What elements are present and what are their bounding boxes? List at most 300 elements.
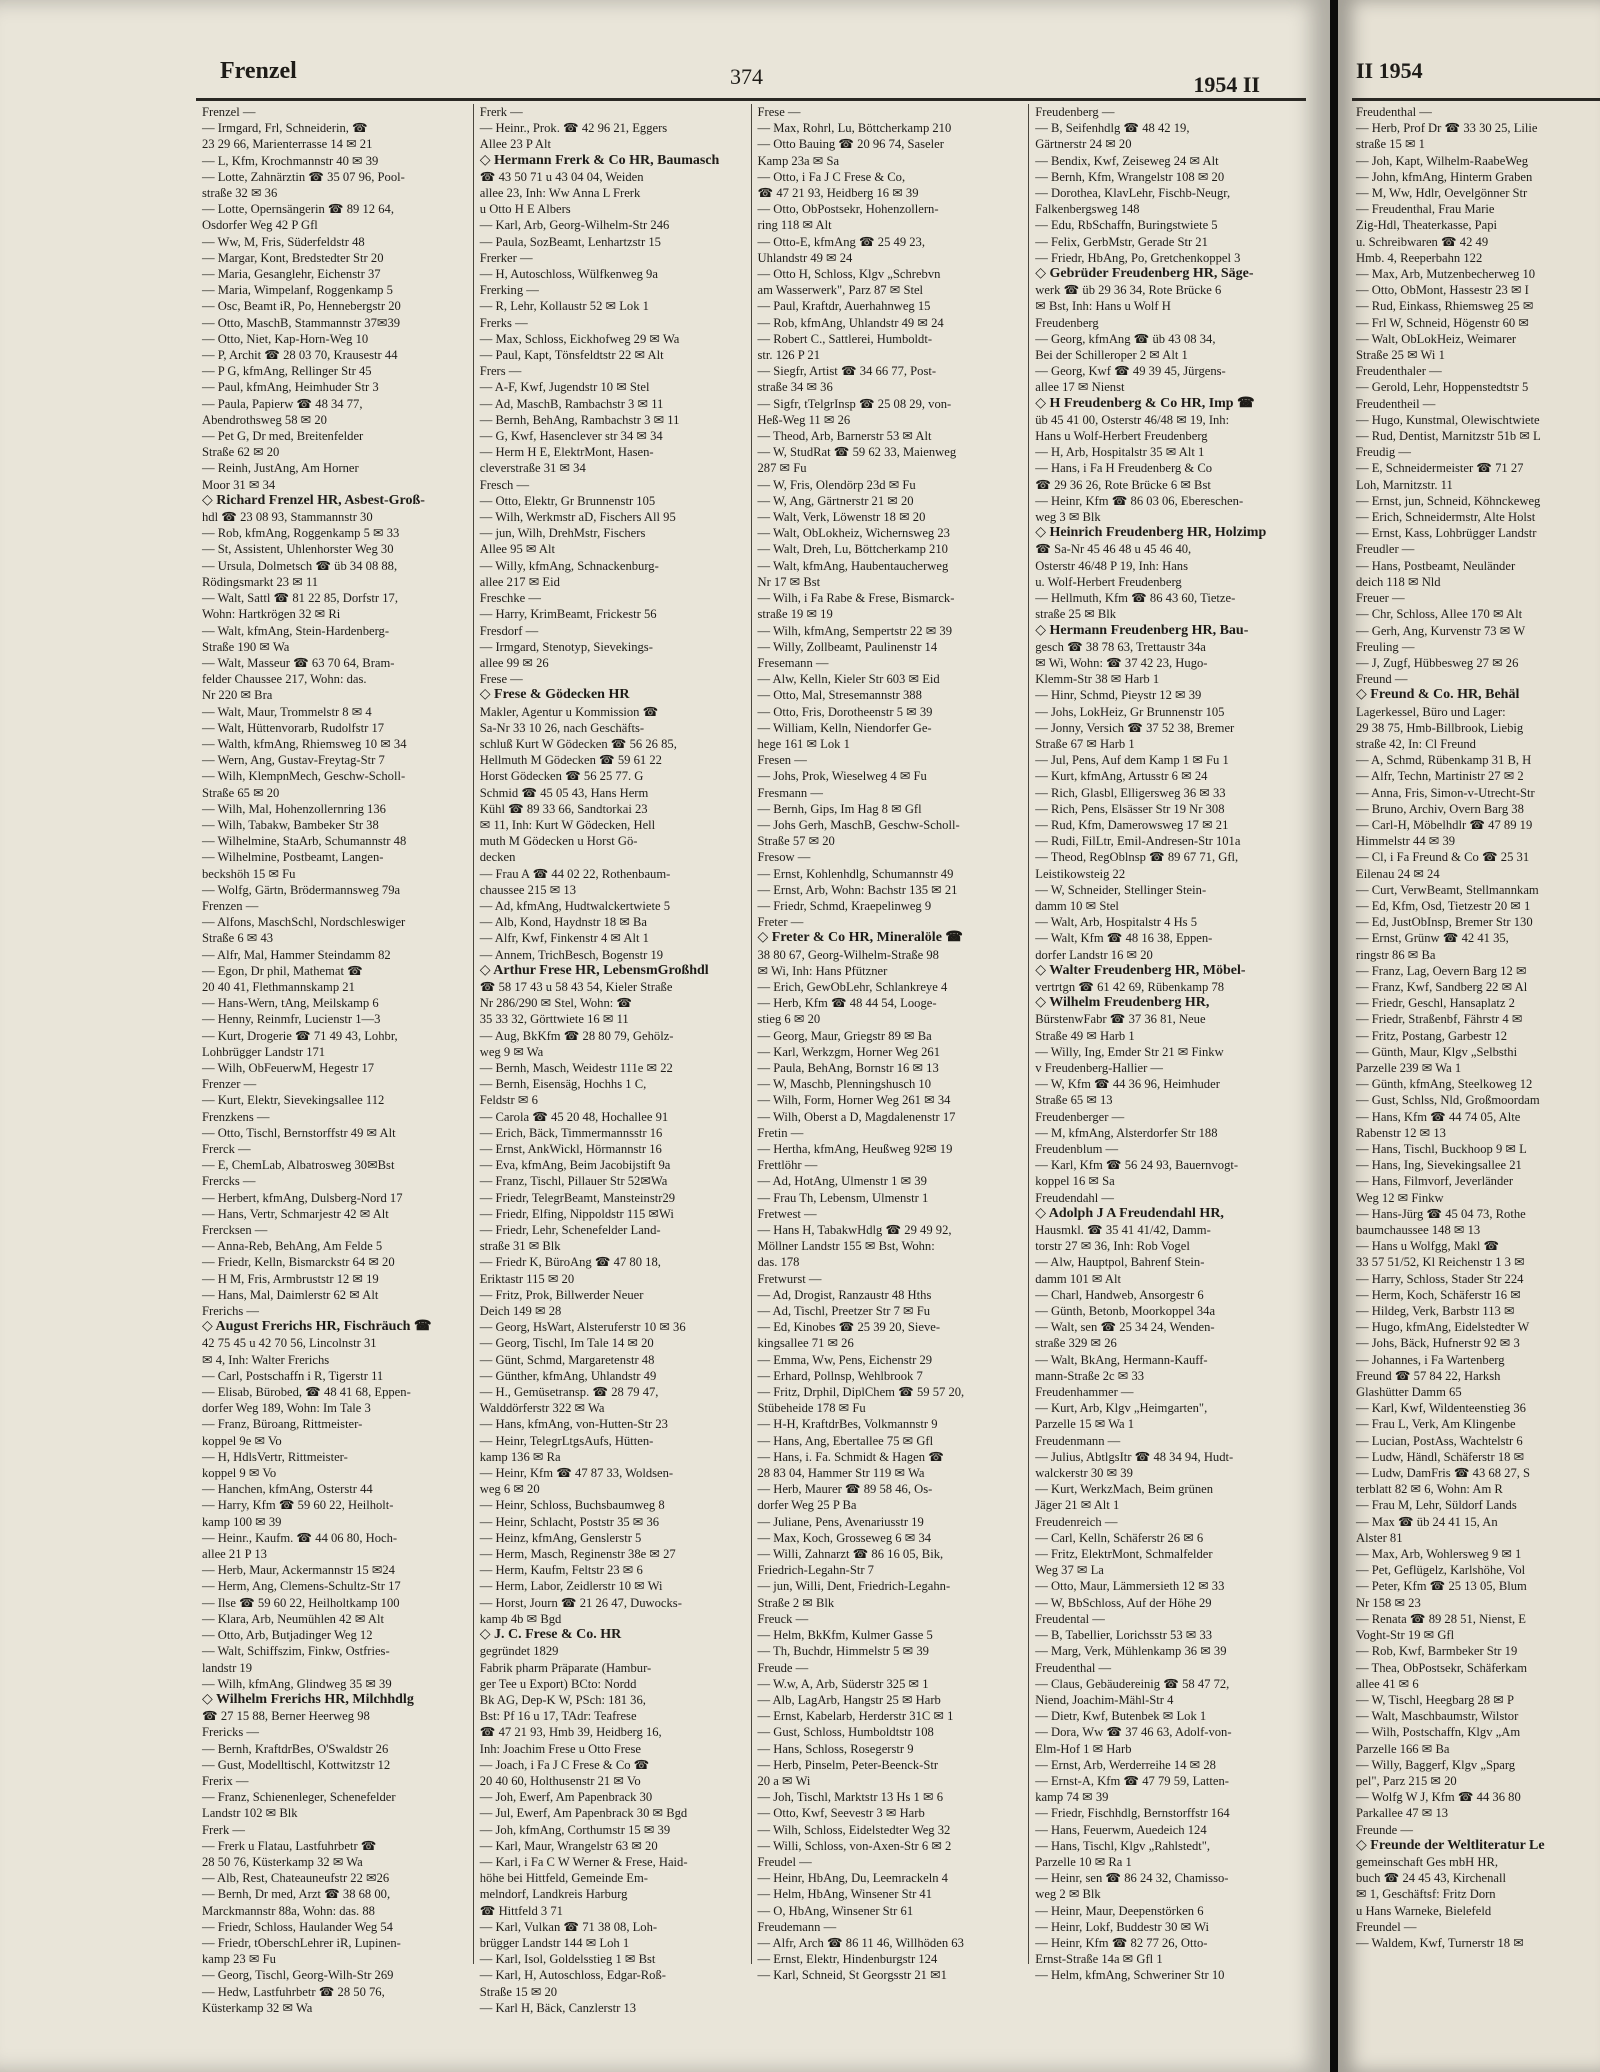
directory-line: — Theod, RegOblnsp ☎ 89 67 71, Gfl, xyxy=(1035,850,1239,865)
directory-line: — Helm, HbAng, Winsener Str 41 xyxy=(757,1887,933,1902)
directory-line: — Walt, ObLokheiz, Wichernsweg 23 xyxy=(757,526,950,541)
directory-line: 28 83 04, Hammer Str 119 ✉ Wa xyxy=(757,1466,925,1481)
directory-line: — Willy, kfmAng, Schnackenburg- xyxy=(479,558,659,573)
directory-line: v Freudenberg-Hallier — xyxy=(1035,1060,1164,1075)
directory-line: Uhlandstr 49 ✉ 24 xyxy=(757,250,853,265)
directory-line: Eriktastr 115 ✉ 20 xyxy=(479,1271,575,1286)
directory-line: Straße 25 ✉ Wi 1 xyxy=(1356,348,1445,363)
directory-line: — Siegfr, Artist ☎ 34 66 77, Post- xyxy=(757,364,937,379)
directory-line: Frerichs — xyxy=(202,1304,260,1319)
directory-line: — Annem, TrichBesch, Bogenstr 19 xyxy=(479,947,664,962)
directory-line: — Bernh, Kfm, Wrangelstr 108 ✉ 20 xyxy=(1035,169,1225,184)
directory-line: Bst: Pf 16 u 17, TAdr: Teafrese xyxy=(479,1709,637,1724)
directory-line: — Wilh, kfmAng, Sempertstr 22 ✉ 39 xyxy=(757,623,953,638)
directory-line: — H., Gemüsetransp. ☎ 28 79 47, xyxy=(479,1385,659,1400)
directory-line: straße 42, In: Cl Freund xyxy=(1356,736,1476,751)
directory-line: 29 38 75, Hmb-Billbrook, Liebig xyxy=(1356,720,1524,735)
directory-line: BürstenwFabr ☎ 37 36 81, Neue xyxy=(1035,1012,1206,1027)
directory-line: — Herm, Koch, Schäferstr 16 ✉ xyxy=(1356,1287,1521,1302)
directory-line: — Kurt, Elektr, Sievekingsallee 112 xyxy=(202,1093,385,1108)
directory-line: Rabenstr 12 ✉ 13 xyxy=(1356,1125,1446,1140)
directory-line: Frerk — xyxy=(202,1822,246,1837)
directory-line: — Hans, kfmAng, von-Hutten-Str 23 xyxy=(479,1417,668,1432)
directory-line: straße 32 ✉ 36 xyxy=(202,186,278,201)
directory-line: — Carl-H, Möbelhdlr ☎ 47 89 19 xyxy=(1356,817,1533,832)
directory-line: straße 329 ✉ 26 xyxy=(1035,1336,1117,1351)
directory-line: — Georg, Tischl, Georg-Wilh-Str 269 xyxy=(202,1968,394,1983)
book-gutter xyxy=(1330,0,1338,2072)
directory-line: kamp 100 ✉ 39 xyxy=(202,1514,282,1529)
directory-line: ☎ 27 15 88, Berner Heerweg 98 xyxy=(202,1709,370,1724)
directory-line: — Herb, Prof Dr ☎ 33 30 25, Lilie xyxy=(1356,121,1538,136)
directory-line: felder Chaussee 217, Wohn: das. xyxy=(202,672,367,687)
directory-line: — Walt, BkAng, Hermann-Kauff- xyxy=(1035,1352,1208,1367)
directory-line: üb 45 41 00, Osterstr 46/48 ✉ 19, Inh: xyxy=(1035,412,1230,427)
firm-entry: ◇ Frese & Gödecken HR xyxy=(479,687,630,703)
directory-line: — Walt, Maur, Trommelstr 8 ✉ 4 xyxy=(202,704,372,719)
directory-line: — Rob, Kwf, Barmbeker Str 19 xyxy=(1356,1644,1518,1659)
directory-line: Fresmann — xyxy=(757,785,823,800)
directory-line: Frerking — xyxy=(479,283,539,298)
firm-entry: ◇ Freunde der Weltliteratur Le xyxy=(1356,1837,1545,1853)
directory-line: Leistikowsteig 22 xyxy=(1035,866,1126,881)
directory-line: — Robert C., Sattlerei, Humboldt- xyxy=(757,331,933,346)
directory-line: Makler, Agentur u Kommission ☎ xyxy=(479,704,659,719)
directory-line: Gärtnerstr 24 ✉ 20 xyxy=(1035,137,1132,152)
firm-entry: ◇ August Frerichs HR, Fischräuch ☎ xyxy=(202,1319,432,1335)
directory-line: kingsallee 71 ✉ 26 xyxy=(757,1336,854,1351)
directory-line: — Otto, MaschB, Stammannstr 37✉39 xyxy=(202,315,401,330)
directory-line: schluß Kurt W Gödecken ☎ 56 26 85, xyxy=(479,736,677,751)
directory-line: — Friedr, Geschl, Hansaplatz 2 xyxy=(1356,996,1515,1011)
directory-line: — Herb, Pinselm, Peter-Beenck-Str xyxy=(757,1757,939,1772)
firm-entry: ◇ Freund & Co. HR, Behäl xyxy=(1356,687,1520,703)
directory-line: — Günth, Betonb, Moorkoppel 34a xyxy=(1035,1304,1216,1319)
firm-entry: ◇ Gebrüder Freudenberg HR, Säge- xyxy=(1035,266,1254,282)
directory-line: — Helm, kfmAng, Schweriner Str 10 xyxy=(1035,1968,1225,1983)
directory-line: Nr 17 ✉ Bst xyxy=(757,574,821,589)
directory-line: Straße 49 ✉ Harb 1 xyxy=(1035,1028,1135,1043)
directory-line: Freunde — xyxy=(1356,1822,1414,1837)
directory-line: — Bernh, Masch, Weidestr 111e ✉ 22 xyxy=(479,1060,673,1075)
firm-entry: ◇ Hermann Freudenberg HR, Bau- xyxy=(1035,622,1249,638)
directory-line: — Heinr, Kfm ☎ 47 87 33, Woldsen- xyxy=(479,1466,674,1481)
directory-line: — Wilh, kfmAng, Glindweg 35 ✉ 39 xyxy=(202,1676,392,1691)
directory-line: — Rud, Einkass, Rhiemsweg 25 ✉ xyxy=(1356,299,1534,314)
directory-line: 287 ✉ Fu xyxy=(757,461,807,476)
directory-line: ger Tee u Export) BCto: Nordd xyxy=(479,1676,637,1691)
directory-line: — Friedr, Kelln, Bismarckstr 64 ✉ 20 xyxy=(202,1255,395,1270)
directory-line: — Günth, kfmAng, Steelkoweg 12 xyxy=(1356,1077,1533,1092)
directory-line: Frenzel — xyxy=(202,105,256,119)
directory-line: — Dietr, Kwf, Butenbek ✉ Lok 1 xyxy=(1035,1709,1207,1724)
directory-line: Allee 23 P Alt xyxy=(479,137,551,152)
directory-line: gesch ☎ 38 78 63, Trettaustr 34a xyxy=(1035,639,1206,654)
directory-line: — Max, Koch, Grosseweg 6 ✉ 34 xyxy=(757,1530,932,1545)
directory-line: — Hertha, kfmAng, Heußweg 92✉ 19 xyxy=(757,1142,953,1156)
directory-line: — Herb, Maur, Ackermannstr 15 ✉24 xyxy=(202,1563,395,1578)
directory-line: ☎ Hittfeld 3 71 xyxy=(479,1903,563,1918)
directory-line: Straße 6 ✉ 43 xyxy=(202,931,274,946)
directory-line: — Otto, Maur, Lämmersieth 12 ✉ 33 xyxy=(1035,1579,1225,1594)
directory-line: Freudenblum — xyxy=(1035,1142,1119,1156)
directory-line: Freudenreich — xyxy=(1035,1514,1118,1529)
firm-entry: ◇ Wilhelm Frerichs HR, Milchhdlg xyxy=(202,1691,414,1707)
directory-line: — Hans, Filmvorf, Jeverländer xyxy=(1356,1174,1514,1189)
directory-line: — Otto, Arb, Butjadinger Weg 12 xyxy=(202,1628,373,1643)
directory-line: — Friedr, HbAng, Po, Gretchenkoppel 3 xyxy=(1035,250,1241,265)
directory-line: — Erhard, Pollnsp, Wehlbrook 7 xyxy=(757,1368,923,1383)
directory-line: Frese — xyxy=(757,105,801,119)
directory-line: — Aug, BkKfm ☎ 28 80 79, Gehölz- xyxy=(479,1028,674,1043)
directory-line: ☎ Sa-Nr 45 46 48 u 45 46 40, xyxy=(1035,542,1192,557)
directory-line: stieg 6 ✉ 20 xyxy=(757,1012,821,1027)
directory-line: Freudenthal — xyxy=(1035,1660,1112,1675)
directory-line: Jäger 21 ✉ Alt 1 xyxy=(1035,1498,1120,1513)
directory-line: — Wilhelmine, Postbeamt, Langen- xyxy=(202,850,384,865)
directory-line: — G, Kwf, Hasenclever str 34 ✉ 34 xyxy=(479,429,663,444)
directory-line: ✉ 4, Inh: Walter Frerichs xyxy=(202,1352,330,1367)
directory-line: — Karl H, Bäck, Canzlerstr 13 xyxy=(479,2000,637,2015)
directory-line: — Georg, Maur, Griegstr 89 ✉ Ba xyxy=(757,1028,932,1043)
directory-line: Friedrich-Legahn-Str 7 xyxy=(757,1563,874,1578)
directory-line: Osterstr 46/48 P 19, Inh: Hans xyxy=(1035,558,1188,573)
directory-line: deich 118 ✉ Nld xyxy=(1356,574,1441,589)
directory-line: — Friedr, Schloss, Haulander Weg 54 xyxy=(202,1919,393,1934)
directory-line: decken xyxy=(479,850,516,865)
directory-line: — Willy, Ing, Emder Str 21 ✉ Finkw xyxy=(1035,1044,1224,1059)
directory-line: — Hans, Postbeamt, Neuländer xyxy=(1356,558,1516,573)
directory-line: — Herm, Ang, Clemens-Schultz-Str 17 xyxy=(202,1579,401,1594)
directory-line: — Joh, Kapt, Wilhelm-RaabeWeg xyxy=(1356,153,1529,168)
directory-line: Straße 65 ✉ 20 xyxy=(202,785,280,800)
directory-line: — Max, Arb, Mutzenbecherweg 10 xyxy=(1356,267,1536,282)
directory-line: — Hans, Schloss, Rosegerstr 9 xyxy=(757,1741,914,1756)
directory-line: — Hinr, Schmd, Pieystr 12 ✉ 39 xyxy=(1035,688,1202,703)
directory-line: — Maria, Wimpelanf, Roggenkamp 5 xyxy=(202,283,393,298)
directory-line: ✉ Bst, Inh: Hans u Wolf H xyxy=(1035,299,1171,314)
directory-line: allee 23, Inh: Ww Anna L Frerk xyxy=(479,186,641,201)
directory-line: damm 10 ✉ Stel xyxy=(1035,898,1119,913)
directory-line: — Hans, Ing, Sievekingsallee 21 xyxy=(1356,1158,1522,1173)
directory-line: Schmid ☎ 45 05 43, Hans Herm xyxy=(479,785,649,800)
directory-line: allee 99 ✉ 26 xyxy=(479,655,549,670)
directory-line: — Anna, Fris, Simon-v-Utrecht-Str xyxy=(1356,785,1535,800)
directory-line: — Rob, kfmAng, Roggenkamp 5 ✉ 33 xyxy=(202,526,400,541)
directory-line: — W, Kfm ☎ 44 36 96, Heimhuder xyxy=(1035,1077,1220,1092)
directory-line: — Johannes, i Fa Wartenberg xyxy=(1356,1352,1505,1367)
directory-line: — Carola ☎ 45 20 48, Hochallee 91 xyxy=(479,1109,669,1124)
directory-line: — Hans, Kfm ☎ 44 74 05, Alte xyxy=(1356,1109,1521,1124)
directory-line: — Walt, Schiffszim, Finkw, Ostfries- xyxy=(202,1644,390,1659)
directory-line: str. 126 P 21 xyxy=(757,348,821,363)
page-header xyxy=(190,52,1280,97)
directory-line: u. Wolf-Herbert Freudenberg xyxy=(1035,574,1182,589)
directory-line: — Marg, Verk, Mühlenkamp 36 ✉ 39 xyxy=(1035,1644,1227,1659)
header-rule xyxy=(196,98,1306,101)
directory-line: Straße 15 ✉ 20 xyxy=(479,1984,558,1999)
directory-line: allee 41 ✉ 6 xyxy=(1356,1676,1419,1691)
directory-line: Parzelle 239 ✉ Wa 1 xyxy=(1356,1060,1462,1075)
directory-line: — H, HdlsVertr, Rittmeister- xyxy=(202,1449,348,1464)
directory-line: Freudenthal — xyxy=(1356,105,1432,119)
directory-line: — Rud, Dentist, Marnitzstr 51b ✉ L xyxy=(1356,429,1541,444)
directory-line: — Walt, Arb, Hospitalstr 4 Hs 5 xyxy=(1035,915,1198,930)
directory-line: ✉ 11, Inh: Kurt W Gödecken, Hell xyxy=(479,817,656,832)
directory-line: Rödingsmarkt 23 ✉ 11 xyxy=(202,574,319,589)
directory-line: — Henny, Reinmfr, Lucienstr 1—3 xyxy=(202,1012,381,1027)
directory-line: weg 2 ✉ Blk xyxy=(1035,1887,1101,1902)
directory-line: — Rich, Glasbl, Elligersweg 36 ✉ 33 xyxy=(1035,785,1226,800)
directory-line: Straße 2 ✉ Blk xyxy=(757,1595,835,1610)
directory-line: Eilenau 24 ✉ 24 xyxy=(1356,866,1440,881)
directory-line: — Hans-Wern, tAng, Meilskamp 6 xyxy=(202,996,379,1011)
directory-line: — W, BbSchloss, Auf der Höhe 29 xyxy=(1035,1595,1212,1610)
directory-line: ringstr 86 ✉ Ba xyxy=(1356,947,1436,962)
directory-line: kamp 4b ✉ Bgd xyxy=(479,1611,562,1626)
directory-line: — Ernst, Grünw ☎ 42 41 35, xyxy=(1356,931,1509,946)
directory-line: — Johs Gerh, MaschB, Geschw-Scholl- xyxy=(757,817,960,832)
directory-line: — O, HbAng, Winsener Str 61 xyxy=(757,1903,914,1918)
directory-line: Walddörferstr 322 ✉ Wa xyxy=(479,1401,605,1416)
directory-line: — Paula, SozBeamt, Lenhartzstr 15 xyxy=(479,234,661,249)
directory-line: — Hans, Ang, Ebertallee 75 ✉ Gfl xyxy=(757,1433,934,1448)
directory-line: — Charl, Handweb, Ansorgestr 6 xyxy=(1035,1287,1204,1302)
directory-line: — Karl, H, Autoschloss, Edgar-Roß- xyxy=(479,1968,666,1983)
directory-line: — Günth, Maur, Klgv „Selbsthi xyxy=(1356,1044,1518,1059)
next-page-column xyxy=(1356,104,1600,1964)
directory-line: — Alb, Kond, Haydnstr 18 ✉ Ba xyxy=(479,915,648,930)
directory-line: — Otto, Tischl, Bernstorffstr 49 ✉ Alt xyxy=(202,1125,396,1140)
directory-line: — Karl, Kwf, Wildenteenstieg 36 xyxy=(1356,1401,1526,1416)
directory-line: — Karl, Isol, Goldelsstieg 1 ✉ Bst xyxy=(479,1952,656,1967)
directory-line: — Walt, kfmAng, Stein-Hardenberg- xyxy=(202,623,390,638)
directory-line: — Wilh, ObFeuerwM, Hegestr 17 xyxy=(202,1060,375,1075)
directory-line: Abendrothsweg 58 ✉ 20 xyxy=(202,412,327,427)
directory-line: — Bernh, Dr med, Arzt ☎ 38 68 00, xyxy=(202,1887,391,1902)
directory-line: — Franz, Tischl, Pillauer Str 52✉Wa xyxy=(479,1174,668,1189)
directory-line: — Wilh, Postschaffn, Klgv „Am xyxy=(1356,1725,1521,1740)
directory-line: gegründet 1829 xyxy=(479,1644,559,1659)
directory-line: Nr 286/290 ✉ Stel, Wohn: ☎ xyxy=(479,996,633,1011)
directory-line: — Ww, M, Fris, Süderfeldstr 48 xyxy=(202,234,365,249)
directory-line: — Karl, i Fa C W Werner & Frese, Haid- xyxy=(479,1854,688,1869)
directory-line: — Erich, GewObLehr, Schlankreye 4 xyxy=(757,979,948,994)
running-head: Frenzel xyxy=(220,58,297,84)
directory-line: Niend, Joachim-Mähl-Str 4 xyxy=(1035,1692,1174,1707)
directory-line: — Johs, LokHeiz, Gr Brunnenstr 105 xyxy=(1035,704,1225,719)
directory-line: Bei der Schilleroper 2 ✉ Alt 1 xyxy=(1035,348,1188,363)
directory-line: — Ernst, jun, Schneid, Köhnckeweg xyxy=(1356,493,1541,508)
firm-entry: ◇ Arthur Frese HR, LebensmGroßhdl xyxy=(479,962,709,978)
directory-line: — Herm, Masch, Reginenstr 38e ✉ 27 xyxy=(479,1547,676,1562)
directory-line: Wohn: Hartkrögen 32 ✉ Ri xyxy=(202,607,341,622)
directory-line: u. Schreibwaren ☎ 42 49 xyxy=(1356,234,1489,249)
directory-line: — Hugo, Kunstmal, Olewischtwiete xyxy=(1356,412,1540,427)
directory-line: — Hedw, Lastfuhrbetr ☎ 28 50 76, xyxy=(202,1984,385,1999)
directory-line: — Franz, Büroang, Rittmeister- xyxy=(202,1417,363,1432)
directory-line: — Otto-E, kfmAng ☎ 25 49 23, xyxy=(757,234,926,249)
directory-line: — Wolfg, Gärtn, Brödermannsweg 79a xyxy=(202,882,401,897)
directory-line: — Kurt, WerkzMach, Beim grünen xyxy=(1035,1482,1214,1497)
directory-line: Frers — xyxy=(479,364,522,379)
entry-columns xyxy=(196,104,1306,2015)
directory-line: — W, Schneider, Stellinger Stein- xyxy=(1035,882,1207,897)
directory-line: Glashütter Damm 65 xyxy=(1356,1385,1462,1400)
directory-line: Hmb. 4, Reeperbahn 122 xyxy=(1356,250,1483,265)
directory-line: Sa-Nr 33 10 26, nach Geschäfts- xyxy=(479,720,645,735)
directory-line: — Ad, MaschB, Rambachstr 3 ✉ 11 xyxy=(479,396,664,411)
directory-line: — John, kfmAng, Hinterm Graben xyxy=(1356,169,1533,184)
directory-line: beckshöh 15 ✉ Fu xyxy=(202,866,296,881)
directory-line: Freund ☎ 57 84 22, Harksh xyxy=(1356,1368,1501,1383)
directory-line: Weg 37 ✉ La xyxy=(1035,1563,1104,1578)
directory-line: — Hildeg, Verk, Barbstr 113 ✉ xyxy=(1356,1304,1515,1319)
directory-line: — Cl, i Fa Freund & Co ☎ 25 31 xyxy=(1356,850,1530,865)
directory-line: — Wilh, Form, Horner Weg 261 ✉ 34 xyxy=(757,1093,951,1108)
directory-line: — W.w, A, Arb, Süderstr 325 ✉ 1 xyxy=(757,1676,929,1691)
directory-line: — Wilh, Mal, Hohenzollernring 136 xyxy=(202,801,386,816)
directory-line: Fretwurst — xyxy=(757,1271,822,1286)
directory-line: — Wilh, Oberst a D, Magdalenenstr 17 xyxy=(757,1109,956,1124)
directory-line: — Elisab, Bürobed, ☎ 48 41 68, Eppen- xyxy=(202,1385,411,1400)
directory-line: Heß-Weg 11 ✉ 26 xyxy=(757,412,851,427)
directory-line: — Gust, Schloss, Humboldtstr 108 xyxy=(757,1725,934,1740)
directory-line: — Heinr, sen ☎ 86 24 32, Chamisso- xyxy=(1035,1871,1229,1886)
directory-line: Voght-Str 19 ✉ Gfl xyxy=(1356,1628,1455,1643)
directory-line: Freudenhammer — xyxy=(1035,1385,1134,1400)
next-page-header: II 1954 xyxy=(1356,58,1423,83)
directory-line: — Gerh, Ang, Kurvenstr 73 ✉ W xyxy=(1356,623,1526,638)
directory-line: — Hans, Vertr, Schmarjestr 42 ✉ Alt xyxy=(202,1206,389,1221)
directory-line: — Maria, Gesanglehr, Eichenstr 37 xyxy=(202,267,381,282)
directory-line: — Friedr, Elfing, Nippoldstr 115 ✉Wi xyxy=(479,1206,674,1221)
directory-line: mann-Straße 2c ✉ 33 xyxy=(1035,1368,1145,1383)
directory-line: — Friedr, tOberschLehrer iR, Lupinen- xyxy=(202,1935,401,1950)
directory-line: Parzelle 15 ✉ Wa 1 xyxy=(1035,1417,1135,1432)
directory-line: — M, Ww, Hdlr, Oevelgönner Str xyxy=(1356,186,1528,201)
directory-line: allee 217 ✉ Eid xyxy=(479,574,560,589)
directory-line: — Hans, Feuerwm, Auedeich 124 xyxy=(1035,1822,1207,1837)
directory-line: Freudentheil — xyxy=(1356,396,1436,411)
directory-line: — Hans, i. Fa. Schmidt & Hagen ☎ xyxy=(757,1449,944,1464)
directory-line: — Heinz, kfmAng, Genslerstr 5 xyxy=(479,1530,642,1545)
directory-line: — Max, Arb, Wohlersweg 9 ✉ 1 xyxy=(1356,1547,1522,1562)
directory-line: — Edu, RbSchaffn, Buringstwiete 5 xyxy=(1035,218,1218,233)
directory-line: — Paul, Kapt, Tönsfeldtstr 22 ✉ Alt xyxy=(479,348,664,363)
directory-line: — Otto, Elektr, Gr Brunnenstr 105 xyxy=(479,493,656,508)
directory-line: — Walt, kfmAng, Haubentaucherweg xyxy=(757,558,949,573)
directory-line: 23 29 66, Marienterrasse 14 ✉ 21 xyxy=(202,137,373,152)
directory-line: Freudemann — xyxy=(757,1919,837,1934)
directory-line: — Freudenthal, Frau Marie xyxy=(1356,202,1495,217)
directory-line: 38 80 67, Georg-Wilhelm-Straße 98 xyxy=(757,947,939,962)
directory-line: Landstr 102 ✉ Blk xyxy=(202,1806,298,1821)
directory-line: Hellmuth M Gödecken ☎ 59 61 22 xyxy=(479,753,662,768)
directory-line: straße 31 ✉ Blk xyxy=(479,1239,561,1254)
directory-line: ☎ 47 21 93, Heidberg 16 ✉ 39 xyxy=(757,186,919,201)
page-number: 374 xyxy=(730,64,763,89)
directory-line: — Frl W, Schneid, Högenstr 60 ✉ xyxy=(1356,315,1529,330)
directory-line: Falkenbergsweg 148 xyxy=(1035,202,1140,217)
directory-line: — Ludw, Händl, Schäferstr 18 ✉ xyxy=(1356,1449,1525,1464)
directory-line: Hausmkl. ☎ 35 41 41/42, Damm- xyxy=(1035,1223,1211,1238)
directory-line: — L, Kfm, Krochmannstr 40 ✉ 39 xyxy=(202,153,379,168)
directory-line: Freschke — xyxy=(479,591,541,606)
directory-line: Weg 12 ✉ Finkw xyxy=(1356,1190,1444,1205)
directory-line: höhe bei Hittfeld, Gemeinde Em- xyxy=(479,1871,648,1886)
directory-line: — A, Schmd, Rübenkamp 31 B, H xyxy=(1356,753,1532,768)
directory-line: Zig-Hdl, Theaterkasse, Papi xyxy=(1356,218,1498,233)
directory-line: — Osc, Beamt iR, Po, Hennebergstr 20 xyxy=(202,299,401,314)
directory-line: Klemm-Str 38 ✉ Harb 1 xyxy=(1035,672,1160,687)
directory-line: Straße 190 ✉ Wa xyxy=(202,639,290,654)
edition-label: 1954 II xyxy=(1193,72,1260,97)
directory-line: — Herm, Kaufm, Feltstr 23 ✉ 6 xyxy=(479,1563,643,1578)
directory-line: — Alw, Hauptpol, Bahrenf Stein- xyxy=(1035,1255,1205,1270)
directory-line: — Ernst, Kohlenhdlg, Schumannstr 49 xyxy=(757,866,954,881)
directory-line: — Karl, Werkzgm, Horner Weg 261 xyxy=(757,1044,941,1059)
directory-line: 42 75 45 u 42 70 56, Lincolnstr 31 xyxy=(202,1336,377,1351)
directory-line: — H, Autoschloss, Wülfkenweg 9a xyxy=(479,267,658,282)
firm-entry: ◇ Wilhelm Freudenberg HR, xyxy=(1035,995,1210,1011)
directory-line: melndorf, Landkreis Harburg xyxy=(479,1887,628,1902)
directory-line: Elm-Hof 1 ✉ Harb xyxy=(1035,1741,1132,1756)
directory-line: — Franz, Schienenleger, Schenefelder xyxy=(202,1790,396,1805)
directory-line: — Theod, Arb, Barnerstr 53 ✉ Alt xyxy=(757,429,932,444)
directory-line: — Wilh, i Fa Rabe & Frese, Bismarck- xyxy=(757,591,955,606)
directory-line: Freuer — xyxy=(1356,591,1405,606)
directory-line: muth M Gödecken u Horst Gö- xyxy=(479,834,638,849)
directory-line: — Bernh, Gips, Im Hag 8 ✉ Gfl xyxy=(757,801,922,816)
directory-line: — Joh, kfmAng, Corthumstr 15 ✉ 39 xyxy=(479,1822,671,1837)
directory-line: — Ad, Tischl, Preetzer Str 7 ✉ Fu xyxy=(757,1304,931,1319)
directory-line: koppel 9e ✉ Vo xyxy=(202,1433,282,1448)
directory-line: — Wilh, Schloss, Eidelstedter Weg 32 xyxy=(757,1822,951,1837)
directory-line: Frerix — xyxy=(202,1773,249,1788)
directory-line: Freudenthaler — xyxy=(1356,364,1442,379)
directory-line: allee 17 ✉ Nienst xyxy=(1035,380,1125,395)
directory-line: Osdorfer Weg 42 P Gfl xyxy=(202,218,318,233)
directory-line: — Renata ☎ 89 28 51, Nienst, E xyxy=(1356,1611,1526,1626)
directory-line: Fretin — xyxy=(757,1125,804,1140)
column-2 xyxy=(474,104,752,2015)
directory-line: 20 a ✉ Wi xyxy=(757,1773,811,1788)
directory-line: — Herbert, kfmAng, Dulsberg-Nord 17 xyxy=(202,1190,403,1205)
directory-line: — Egon, Dr phil, Mathemat ☎ xyxy=(202,963,363,978)
directory-line: Freude — xyxy=(757,1660,809,1675)
directory-line: — Hans, Tischl, Klgv „Rahlstedt", xyxy=(1035,1838,1211,1853)
directory-line: ring 118 ✉ Alt xyxy=(757,218,832,233)
directory-line: — Walth, kfmAng, Rhiemsweg 10 ✉ 34 xyxy=(202,736,407,751)
directory-line: — Erich, Bäck, Timmermannsstr 16 xyxy=(479,1125,663,1140)
directory-line: walckerstr 30 ✉ 39 xyxy=(1035,1466,1133,1481)
directory-line: — Harry, Schloss, Stader Str 224 xyxy=(1356,1271,1524,1286)
directory-line: — Emma, Ww, Pens, Eichenstr 29 xyxy=(757,1352,933,1367)
directory-line: brügger Landstr 144 ✉ Loh 1 xyxy=(479,1935,630,1950)
directory-line: Frerk — xyxy=(479,105,523,119)
directory-line: — Herm, Labor, Zeidlerstr 10 ✉ Wi xyxy=(479,1579,663,1594)
directory-line: — Heinr, Kfm ☎ 86 03 06, Ebereschen- xyxy=(1035,493,1244,508)
directory-line: damm 101 ✉ Alt xyxy=(1035,1271,1122,1286)
directory-line: — Thea, ObPostsekr, Schäferkam xyxy=(1356,1660,1527,1675)
directory-line: dorfer Landstr 16 ✉ 20 xyxy=(1035,947,1153,962)
directory-line: Marckmannstr 88a, Wohn: das. 88 xyxy=(202,1903,375,1918)
directory-line: Kamp 23a ✉ Sa xyxy=(757,153,840,168)
directory-line: — Karl, Kfm ☎ 56 24 93, Bauernvogt- xyxy=(1035,1158,1239,1173)
directory-line: — Wolfg W J, Kfm ☎ 44 36 80 xyxy=(1356,1790,1521,1805)
directory-line: — Friedr, Lehr, Schenefelder Land- xyxy=(479,1223,661,1238)
